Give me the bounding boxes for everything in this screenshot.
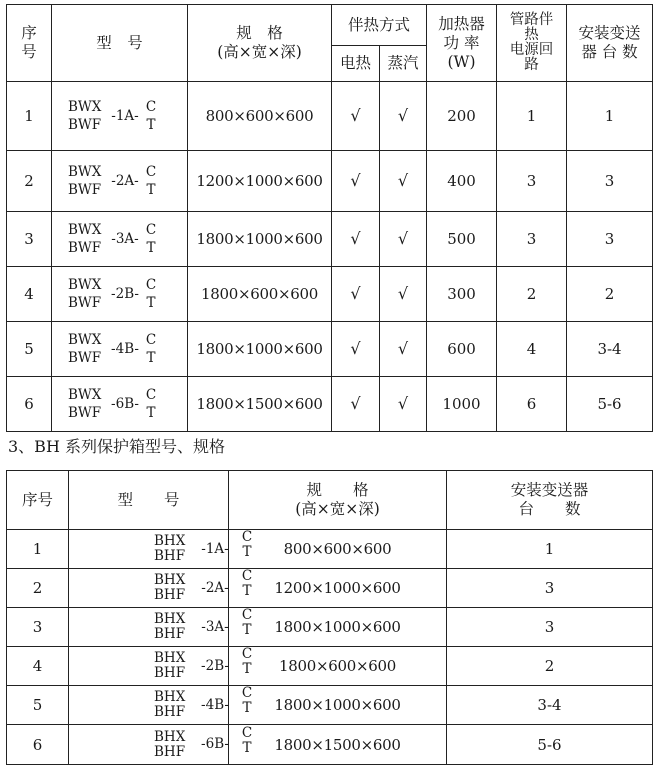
cell-model: BWX BWF -1A- C T	[52, 82, 188, 151]
cell-steam: √	[380, 322, 427, 377]
cell-power: 500	[427, 212, 497, 267]
cell-circuits: 6	[497, 377, 567, 432]
cell-units: 3	[567, 212, 653, 267]
cell-spec: 1800×1000×600	[229, 686, 447, 725]
cell-model: BHX BHF -1A- C T	[69, 530, 229, 569]
cell-spec: 1800×1500×600	[229, 725, 447, 765]
cell-model: BHX BHF -4B- C T	[69, 686, 229, 725]
cell-units: 3	[447, 569, 653, 608]
cell-model: BWX BWF -3A- C T	[52, 212, 188, 267]
table-row	[7, 686, 653, 725]
cell-circuits: 2	[497, 267, 567, 322]
cell-units: 2	[567, 267, 653, 322]
table-row	[7, 377, 653, 432]
cell-steam: √	[380, 212, 427, 267]
cell-power: 300	[427, 267, 497, 322]
cell-units: 1	[567, 82, 653, 151]
header-steam: 蒸汽	[380, 46, 427, 82]
table-row	[7, 647, 653, 686]
cell-spec: 1800×1000×600	[188, 322, 332, 377]
cell-power: 200	[427, 82, 497, 151]
cell-spec: 800×600×600	[229, 530, 447, 569]
cell-power: 600	[427, 322, 497, 377]
section-title: 3、BH 系列保护箱型号、规格	[8, 437, 225, 456]
cell-seq: 1	[7, 82, 52, 151]
cell-units: 5-6	[567, 377, 653, 432]
table-row	[7, 569, 653, 608]
header-electric: 电热	[332, 46, 380, 82]
cell-seq: 5	[7, 686, 69, 725]
cell-units: 5-6	[447, 725, 653, 765]
cell-seq: 2	[7, 151, 52, 212]
cell-spec: 1800×1000×600	[188, 212, 332, 267]
cell-electric: √	[332, 212, 380, 267]
cell-seq: 4	[7, 267, 52, 322]
header-seq: 序号	[7, 471, 69, 530]
cell-electric: √	[332, 82, 380, 151]
cell-seq: 6	[7, 377, 52, 432]
cell-spec: 1800×600×600	[229, 647, 447, 686]
cell-steam: √	[380, 151, 427, 212]
cell-electric: √	[332, 377, 380, 432]
cell-circuits: 4	[497, 322, 567, 377]
cell-electric: √	[332, 151, 380, 212]
cell-units: 2	[447, 647, 653, 686]
header-model: 型 号	[52, 5, 188, 82]
cell-model: BHX BHF -3A- C T	[69, 608, 229, 647]
cell-circuits: 3	[497, 212, 567, 267]
cell-spec: 800×600×600	[188, 82, 332, 151]
bw-series-table	[6, 4, 653, 432]
cell-model: BHX BHF -2B- C T	[69, 647, 229, 686]
cell-power: 400	[427, 151, 497, 212]
cell-spec: 1200×1000×600	[229, 569, 447, 608]
cell-seq: 5	[7, 322, 52, 377]
cell-seq: 3	[7, 608, 69, 647]
table-row	[7, 530, 653, 569]
cell-units: 3	[567, 151, 653, 212]
cell-model: BHX BHF -2A- C T	[69, 569, 229, 608]
cell-units: 3-4	[447, 686, 653, 725]
cell-seq: 2	[7, 569, 69, 608]
table-row	[7, 212, 653, 267]
cell-spec: 1200×1000×600	[188, 151, 332, 212]
cell-model: BWX BWF -6B- C T	[52, 377, 188, 432]
cell-circuits: 3	[497, 151, 567, 212]
header-spec: 规 格 (高×宽×深)	[229, 471, 447, 530]
header-spec: 规 格 (高×宽×深)	[188, 5, 332, 82]
header-seq: 序 号	[7, 5, 52, 82]
cell-steam: √	[380, 377, 427, 432]
cell-spec: 1800×1000×600	[229, 608, 447, 647]
table-row	[7, 267, 653, 322]
cell-units: 3-4	[567, 322, 653, 377]
table-row	[7, 151, 653, 212]
cell-seq: 4	[7, 647, 69, 686]
table-row	[7, 608, 653, 647]
cell-seq: 3	[7, 212, 52, 267]
table-row	[7, 725, 653, 765]
header-units: 安装变送 器 台 数	[567, 5, 653, 82]
table-row	[7, 82, 653, 151]
cell-seq: 1	[7, 530, 69, 569]
header-power: 加热器 功 率 (W)	[427, 5, 497, 82]
cell-model: BWX BWF -4B- C T	[52, 322, 188, 377]
cell-electric: √	[332, 267, 380, 322]
cell-power: 1000	[427, 377, 497, 432]
header-circuits: 管路伴 热 电源回 路	[497, 5, 567, 82]
cell-units: 3	[447, 608, 653, 647]
cell-electric: √	[332, 322, 380, 377]
cell-model: BWX BWF -2B- C T	[52, 267, 188, 322]
header-model: 型 号	[69, 471, 229, 530]
cell-steam: √	[380, 267, 427, 322]
cell-spec: 1800×600×600	[188, 267, 332, 322]
cell-units: 1	[447, 530, 653, 569]
table-row	[7, 322, 653, 377]
cell-steam: √	[380, 82, 427, 151]
cell-spec: 1800×1500×600	[188, 377, 332, 432]
cell-seq: 6	[7, 725, 69, 765]
bh-series-table	[6, 470, 653, 765]
header-units: 安装变送器 台 数	[447, 471, 653, 530]
header-tracing: 伴热方式	[332, 5, 427, 46]
cell-model: BHX BHF -6B- C T	[69, 725, 229, 765]
cell-model: BWX BWF -2A- C T	[52, 151, 188, 212]
cell-circuits: 1	[497, 82, 567, 151]
